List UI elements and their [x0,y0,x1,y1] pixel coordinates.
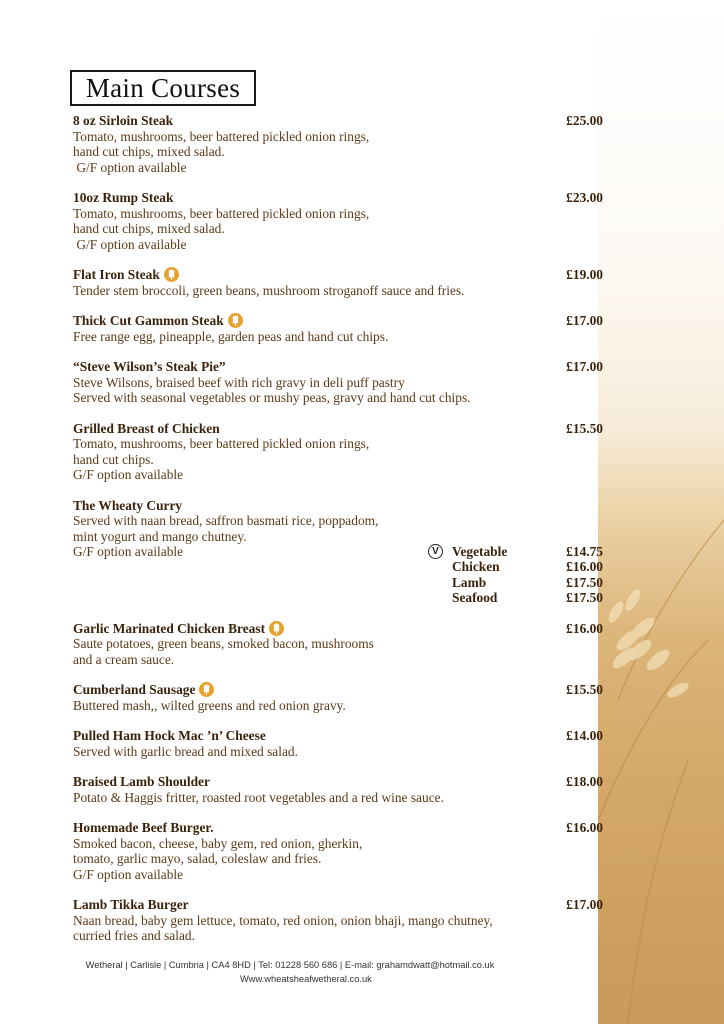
menu-item-description: and a cream sauce. [73,651,175,667]
menu-item-price: £15.50 [566,682,603,697]
menu-item-name-text: Flat Iron Steak [73,267,160,282]
menu-item-description: hand cut chips. [73,451,154,467]
menu-item-name [73,774,210,790]
menu-item-header [73,728,603,744]
menu-item-price: £18.00 [566,774,603,789]
menu-item-description: Tender stem broccoli, green beans, mushroom stroganoff sauce and fries. [73,282,465,298]
menu-item-description: Served with seasonal vegetables or mushy peas, gravy and hand cut chips. [73,390,471,405]
footer-contact: Wetheral | Carlisle | Cumbria | CA4 8HD | Tel: 01228 560 686 | E-mail: grahamdwatt@hotmail.co.uk [85,960,495,970]
menu-item-description: Tomato, mushrooms, beer battered pickled onion rings, [73,436,370,451]
curry-variant-price: £14.75 [566,543,603,559]
menu-item-name-text: Lamb Tikka Burger [73,897,189,912]
footer [0,958,580,986]
menu-item-curry [73,498,603,606]
menu-item-name-text: Pulled Ham Hock Mac ’n’ Cheese [73,728,266,743]
menu-item-name [73,267,179,283]
curry-variant-name: Seafood [452,590,498,605]
menu-item-name [73,313,243,329]
menu-item [73,897,603,944]
menu-item-name [73,897,189,913]
menu-item-header [73,820,603,836]
wheat-icon [164,267,179,282]
curry-variant-row [428,544,603,560]
menu-item-price: £16.00 [566,820,603,835]
menu-item-description: mint yogurt and mango chutney. [73,528,247,544]
menu-item-header [73,498,603,514]
menu-item-price: £19.00 [566,267,603,282]
menu-item-price: £17.00 [566,313,603,328]
curry-variant-price: £17.50 [566,590,603,605]
menu-item-description: Smoked bacon, cheese, baby gem, red onion, gherkin, [73,835,363,851]
menu-item-name-text: Homemade Beef Burger. [73,820,214,835]
menu-item-name-text: Braised Lamb Shoulder [73,774,210,789]
menu-item-description: Free range egg, pineapple, garden peas and hand cut chips. [73,328,389,344]
curry-variant-name: Vegetable [452,543,508,559]
menu-item-description: Saute potatoes, green beans, smoked bacon, mushrooms [73,636,374,651]
menu-item-name [73,621,284,637]
menu-item-price: £17.00 [566,897,603,912]
menu-item-description: G/F option available [73,544,184,559]
menu-item-description: Steve Wilsons, braised beef with rich gravy in deli puff pastry [73,374,405,390]
menu-item-description: Buttered mash,, wilted greens and red onion gravy. [73,697,346,713]
menu-item-description: Tomato, mushrooms, beer battered pickled onion rings, [73,205,370,221]
menu-item-header [73,113,603,129]
menu-item-description: G/F option available [73,866,184,882]
menu-item-header [73,897,603,913]
menu-item-price: £14.00 [566,728,603,743]
curry-variant-name: Lamb [452,574,487,590]
curry-variant-price: £16.00 [566,559,603,574]
menu-item-description: Served with naan bread, saffron basmati rice, poppadom, [73,513,379,528]
menu-item [73,728,603,759]
menu-item-description: Potato & Haggis fritter, roasted root vegetables and a red wine sauce. [73,789,444,805]
wheat-icon [228,313,243,328]
menu-item-header [73,313,603,329]
curry-variant-price: £17.50 [566,574,603,590]
menu-item [73,190,603,252]
curry-variant-row [428,590,603,606]
menu-item [73,267,603,298]
menu-item-header [73,421,603,437]
menu-item-header [73,774,603,790]
menu-item-name [73,820,213,836]
menu-item-description: curried fries and salad. [73,928,195,943]
menu-item-price: £16.00 [566,620,603,636]
menu-item-description: G/F option available [73,236,187,252]
menu-item [73,621,603,668]
menu-item-header [73,267,603,283]
page-title: Main Courses [70,70,256,106]
menu-item-name-text: 10oz Rump Steak [73,190,174,205]
menu-item [73,820,603,882]
vegetarian-v-icon: V [428,544,443,559]
menu-item-header [73,359,603,375]
wheat-icon [269,621,284,636]
menu-item-name-text: Grilled Breast of Chicken [73,420,220,436]
curry-variant-row [428,559,603,575]
menu-item-name [73,682,214,698]
menu-item [73,113,603,175]
menu-item-description: Naan bread, baby gem lettuce, tomato, red onion, onion bhaji, mango chutney, [73,912,493,928]
menu-item-price: £23.00 [566,190,603,205]
menu-item [73,682,603,713]
menu-item-name [73,421,220,437]
menu-item-description: hand cut chips, mixed salad. [73,221,225,236]
menu-item-price: £25.00 [566,113,603,128]
menu-item-name-text: Cumberland Sausage [73,682,196,697]
menu-item [73,313,603,344]
menu-item-price: £17.00 [566,359,603,374]
menu-item [73,421,603,483]
footer-website: Www.wheatsheafwetheral.co.uk [240,974,372,984]
curry-variants [428,544,603,606]
wheat-icon [199,682,214,697]
menu-item-name [73,190,173,206]
menu-item-description: Tomato, mushrooms, beer battered pickled onion rings, [73,128,370,144]
menu-list [73,113,603,959]
menu-item-name: The Wheaty Curry [73,497,183,513]
menu-item-name [73,113,173,129]
menu-item-name [73,728,266,744]
menu-item-description: G/F option available [73,467,184,482]
menu-item-name-text: “Steve Wilson’s Steak Pie” [73,359,226,374]
menu-item-name-text: Garlic Marinated Chicken Breast [73,620,266,636]
menu-item [73,359,603,406]
menu-item-header [73,190,603,206]
menu-item-name-text: Thick Cut Gammon Steak [73,313,224,328]
menu-item-header [73,682,603,698]
menu-item-description: hand cut chips, mixed salad. [73,144,225,159]
menu-item-name-text: 8 oz Sirloin Steak [73,113,174,128]
wheat-background-image [598,0,724,1024]
menu-item-name [73,359,226,375]
menu-item-description: tomato, garlic mayo, salad, coleslaw and fries. [73,851,322,866]
curry-variant-name: Chicken [452,559,500,574]
curry-variant-row [428,575,603,591]
menu-item-description: G/F option available [73,159,187,175]
menu-item-description: Served with garlic bread and mixed salad. [73,743,298,759]
menu-item [73,774,603,805]
menu-item-header [73,621,603,637]
menu-item-price: £15.50 [566,420,603,436]
